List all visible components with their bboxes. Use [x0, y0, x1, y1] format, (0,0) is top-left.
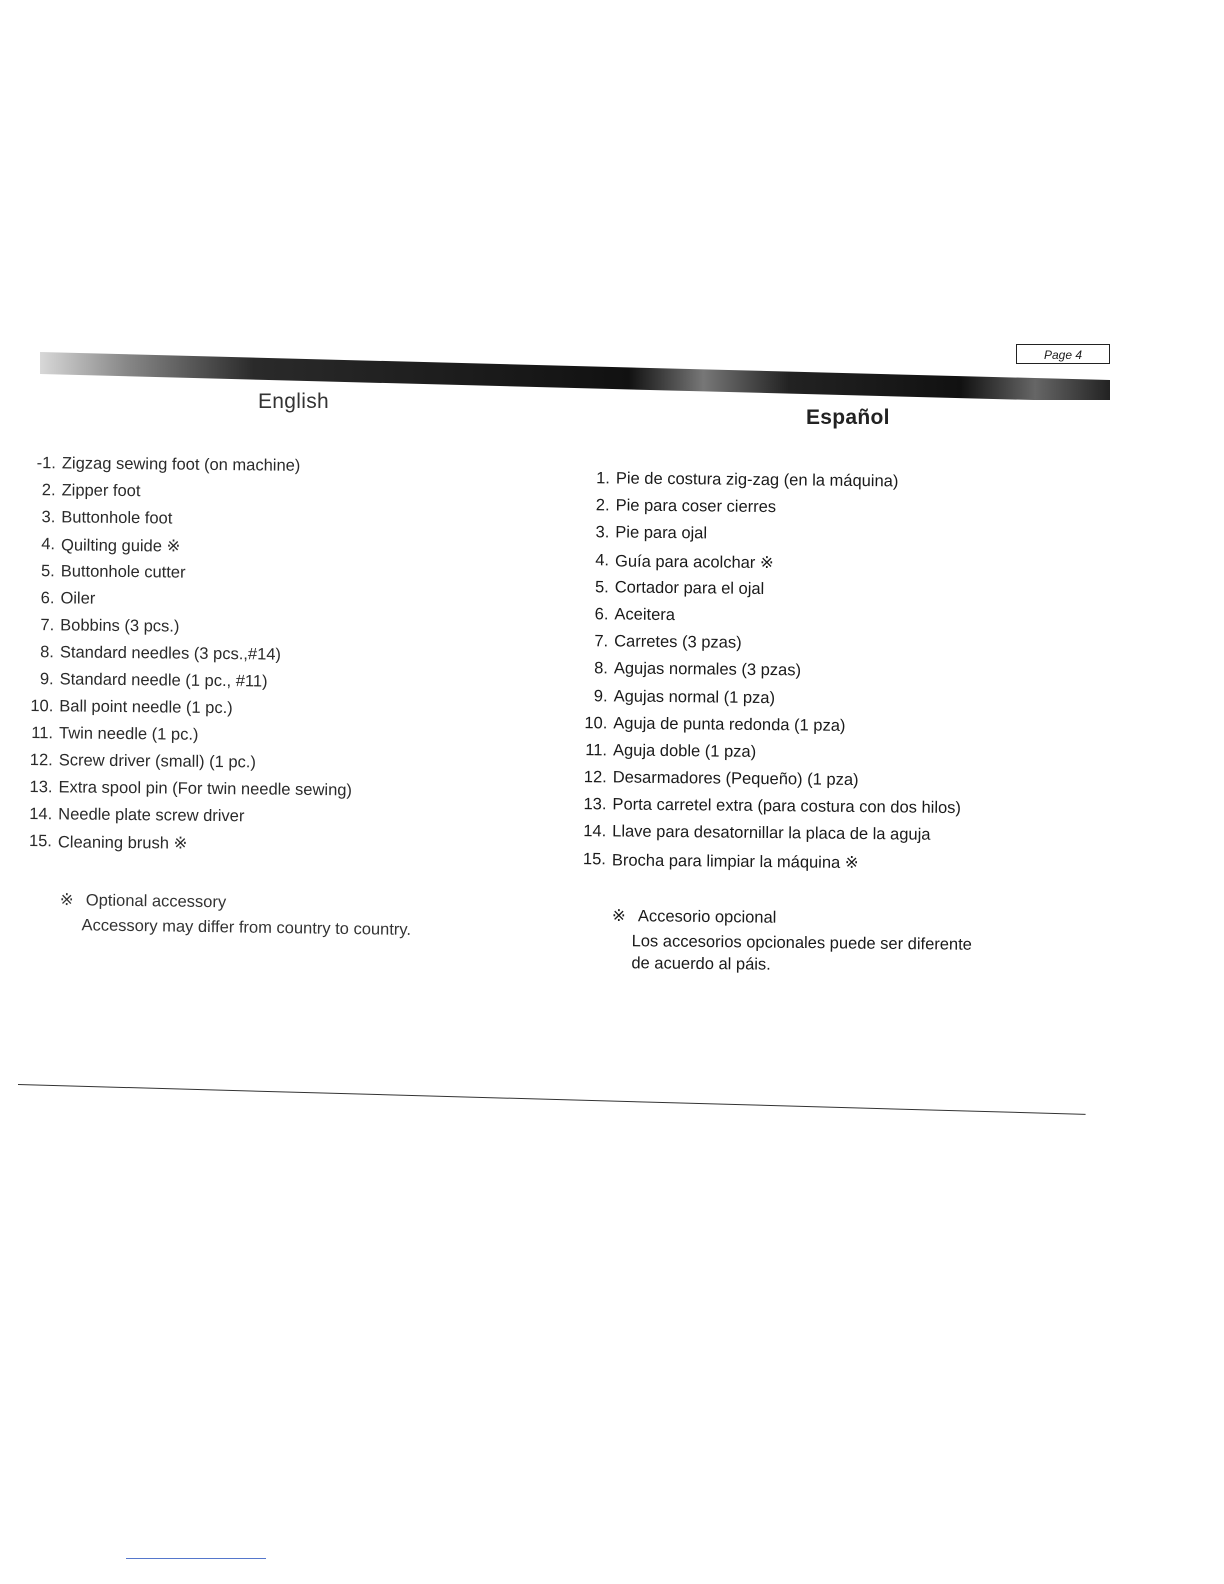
item-number: 1. [596, 469, 610, 488]
english-title: English [258, 390, 329, 413]
list-item [27, 697, 353, 727]
list-item [573, 551, 964, 582]
item-text: Standard needles (3 pcs.,#14) [59, 643, 282, 664]
list-item [570, 850, 961, 881]
item-number: 12. [583, 768, 607, 787]
list-item [573, 523, 964, 554]
horizontal-rule [18, 1084, 1086, 1115]
item-text: Twin needle (1 pc.) [58, 724, 199, 744]
item-number: 5. [40, 562, 55, 581]
item-number: -1. [36, 454, 56, 473]
item-number: 15. [28, 832, 53, 851]
list-item [26, 832, 352, 862]
list-item [571, 768, 962, 799]
list-item [27, 724, 353, 754]
spanish-accessory-list [570, 469, 965, 881]
item-number: 12. [29, 751, 53, 770]
item-text: Zigzag sewing foot (on machine) [61, 454, 301, 475]
item-number: 3. [595, 523, 610, 542]
list-item [27, 670, 353, 700]
item-number: 2. [595, 496, 610, 515]
item-text: Screw driver (small) (1 pc.) [58, 751, 256, 772]
item-number: 10. [584, 713, 608, 733]
item-text: Standard needle (1 pc., #11) [59, 670, 268, 691]
spanish-optional-note [611, 906, 972, 978]
header-band [40, 352, 1112, 400]
item-text: Agujas normal (1 pza) [613, 686, 776, 707]
item-number: 14. [29, 805, 53, 824]
item-number: 8. [594, 659, 609, 678]
item-number: 13. [583, 795, 607, 814]
item-text: Buttonhole cutter [60, 562, 186, 582]
english-accessory-list [26, 454, 356, 862]
item-number: 8. [40, 643, 55, 662]
item-text: Zipper foot [61, 481, 141, 501]
item-number: 3. [41, 508, 56, 527]
list-item [28, 616, 354, 646]
item-text: Carretes (3 pzas) [614, 632, 742, 652]
item-number: 15. [582, 849, 607, 868]
item-number: 7. [40, 616, 55, 635]
note-line: Accessory may differ from country to country. [81, 916, 412, 939]
item-text: Quilting guide ※ [60, 536, 181, 556]
list-item [26, 805, 352, 835]
footer-underline [126, 1558, 266, 1559]
list-item [572, 632, 963, 663]
item-number: 7. [594, 632, 609, 651]
note-mark-icon: ※ [59, 890, 74, 910]
item-number: 4. [41, 535, 56, 554]
item-text: Guía para acolchar ※ [614, 551, 774, 572]
item-text: Pie de costura zig-zag (en la máquina) [615, 469, 899, 491]
list-item [26, 778, 352, 808]
item-number: 14. [583, 822, 607, 841]
item-number: 11. [31, 724, 54, 743]
list-item [573, 578, 964, 609]
list-item [572, 605, 963, 636]
item-text: Aceitera [614, 605, 676, 625]
item-text: Ball point needle (1 pc.) [59, 697, 233, 718]
item-text: Porta carretel extra (para costura con dos hilos) [612, 795, 962, 818]
list-item [570, 822, 961, 853]
note-line: Optional accessory [85, 891, 227, 912]
note-line: Accesorio opcional [637, 907, 777, 927]
item-number: 6. [594, 605, 609, 624]
list-item [570, 795, 961, 826]
list-item [29, 562, 355, 592]
note-line: de acuerdo al páis. [631, 954, 771, 974]
note-line: Los accesorios opcionales puede ser diferente [631, 932, 973, 954]
item-text: Extra spool pin (For twin needle sewing) [58, 778, 353, 800]
item-number: 9. [39, 670, 54, 689]
list-item [29, 535, 355, 565]
item-text: Brocha para limpiar la máquina ※ [611, 851, 859, 872]
list-item [572, 659, 963, 690]
list-item [29, 481, 355, 511]
list-item [30, 454, 356, 484]
page-number-badge: Page 4 [1016, 344, 1110, 364]
list-item [571, 714, 962, 745]
item-number: 4. [595, 550, 610, 569]
list-item [28, 643, 354, 673]
item-text: Needle plate screw driver [58, 805, 245, 826]
item-number: 2. [41, 481, 56, 500]
list-item [574, 469, 965, 500]
item-text: Bobbins (3 pcs.) [60, 616, 180, 636]
item-text: Agujas normales (3 pzas) [613, 659, 802, 680]
list-item [573, 496, 964, 527]
spanish-title: Español [806, 406, 890, 429]
item-text: Pie para ojal [615, 523, 708, 543]
item-number: 5. [594, 577, 609, 597]
item-text: Oiler [60, 589, 96, 608]
item-number: 13. [29, 778, 53, 797]
list-item [571, 741, 962, 772]
item-text: Cortador para el ojal [614, 578, 765, 598]
item-text: Llave para desatornillar la placa de la aguja [612, 822, 931, 845]
item-number: 10. [30, 697, 54, 716]
list-item [29, 508, 355, 538]
english-optional-note [59, 890, 411, 940]
item-number: 6. [40, 589, 55, 608]
list-item [27, 751, 353, 781]
item-text: Aguja de punta redonda (1 pza) [613, 714, 846, 735]
item-number: 11. [585, 741, 608, 760]
item-text: Pie para coser cierres [615, 496, 777, 517]
item-text: Aguja doble (1 pza) [612, 741, 757, 761]
list-item [28, 589, 354, 619]
note-mark-icon: ※ [611, 906, 626, 926]
item-text: Cleaning brush ※ [57, 833, 188, 853]
item-text: Buttonhole foot [61, 508, 173, 528]
item-text: Desarmadores (Pequeño) (1 pza) [612, 768, 859, 790]
item-number: 9. [593, 686, 608, 705]
list-item [571, 686, 962, 717]
